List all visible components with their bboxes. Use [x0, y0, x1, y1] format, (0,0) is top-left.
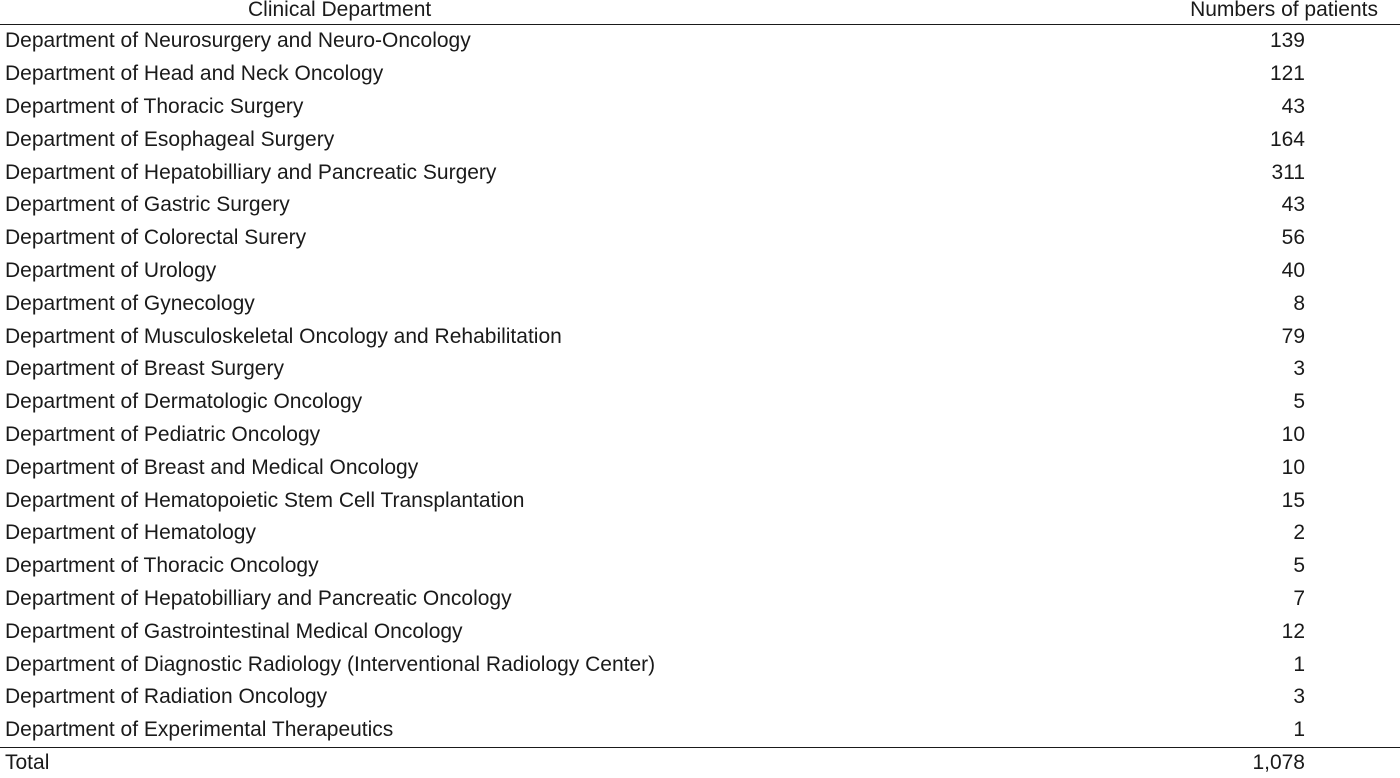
patient-count: 12 — [1281, 619, 1305, 643]
patient-count: 10 — [1281, 422, 1305, 446]
table-row — [0, 25, 1400, 58]
department-name: Department of Radiation Oncology — [5, 685, 328, 709]
patient-count: 10 — [1281, 455, 1305, 479]
department-name: Department of Hematology — [5, 521, 256, 545]
department-name: Department of Hepatobilliary and Pancreatic Oncology — [5, 586, 512, 610]
column-header-department: Clinical Department — [0, 0, 1180, 25]
patient-count: 43 — [1281, 94, 1305, 118]
department-name: Department of Hepatobilliary and Pancreatic Surgery — [5, 160, 497, 184]
table-row — [0, 222, 1400, 255]
department-name: Department of Hematopoietic Stem Cell Transplantation — [5, 488, 525, 512]
department-name: Department of Dermatologic Oncology — [5, 390, 363, 414]
header-row — [0, 0, 1400, 25]
department-name: Department of Diagnostic Radiology (Interventional Radiology Center) — [5, 652, 656, 676]
table-row — [0, 91, 1400, 124]
patient-count: 5 — [1293, 554, 1305, 578]
table-row — [0, 255, 1400, 288]
patient-count: 79 — [1281, 324, 1305, 348]
total-label: Total — [0, 747, 1180, 778]
table-row — [0, 615, 1400, 648]
total-row — [0, 747, 1400, 778]
table-body — [0, 25, 1400, 748]
patient-count: 7 — [1293, 586, 1305, 610]
table-row — [0, 386, 1400, 419]
column-header-patients: Numbers of patients — [1180, 0, 1400, 25]
department-name: Department of Musculoskeletal Oncology and Rehabilitation — [5, 324, 562, 348]
table-row — [0, 156, 1400, 189]
department-name: Department of Gastric Surgery — [5, 193, 290, 217]
patient-count: 164 — [1269, 127, 1305, 151]
department-name: Department of Esophageal Surgery — [5, 127, 335, 151]
department-name: Department of Colorectal Surery — [5, 226, 307, 250]
table-row — [0, 648, 1400, 681]
department-name: Department of Breast and Medical Oncology — [5, 455, 419, 479]
table-row — [0, 550, 1400, 583]
patient-count: 15 — [1281, 488, 1305, 512]
total-patients: 1,078 — [1180, 747, 1400, 778]
department-name: Department of Gynecology — [5, 291, 255, 315]
patient-count: 311 — [1271, 160, 1305, 184]
patient-count: 5 — [1293, 390, 1305, 414]
patient-count: 1 — [1293, 718, 1305, 742]
patient-count: 139 — [1269, 29, 1305, 53]
department-name: Department of Neurosurgery and Neuro-Oncology — [5, 29, 471, 53]
department-name: Department of Pediatric Oncology — [5, 422, 321, 446]
table-row — [0, 714, 1400, 747]
table-row — [0, 58, 1400, 91]
patient-count: 3 — [1293, 357, 1305, 381]
table-row — [0, 517, 1400, 550]
table-row — [0, 419, 1400, 452]
patient-count: 3 — [1293, 685, 1305, 709]
table-row — [0, 189, 1400, 222]
table-row — [0, 287, 1400, 320]
department-name: Department of Thoracic Oncology — [5, 554, 319, 578]
department-name: Department of Breast Surgery — [5, 357, 284, 381]
table-footer — [0, 747, 1400, 778]
patient-count: 121 — [1269, 62, 1305, 86]
table-row — [0, 123, 1400, 156]
department-name: Department of Head and Neck Oncology — [5, 62, 384, 86]
table-row — [0, 681, 1400, 714]
table-row — [0, 583, 1400, 616]
patient-count: 1 — [1293, 652, 1305, 676]
table-row — [0, 451, 1400, 484]
table-row — [0, 353, 1400, 386]
patient-count: 40 — [1281, 258, 1305, 282]
table-row — [0, 320, 1400, 353]
department-name: Department of Gastrointestinal Medical Oncology — [5, 619, 463, 643]
department-name: Department of Experimental Therapeutics — [5, 718, 394, 742]
patient-count: 56 — [1281, 226, 1305, 250]
department-name: Department of Thoracic Surgery — [5, 94, 304, 118]
table-row — [0, 484, 1400, 517]
table-header — [0, 0, 1400, 25]
patient-count: 43 — [1281, 193, 1305, 217]
patient-count: 8 — [1293, 291, 1305, 315]
department-name: Department of Urology — [5, 258, 217, 282]
patient-count: 2 — [1293, 521, 1305, 545]
